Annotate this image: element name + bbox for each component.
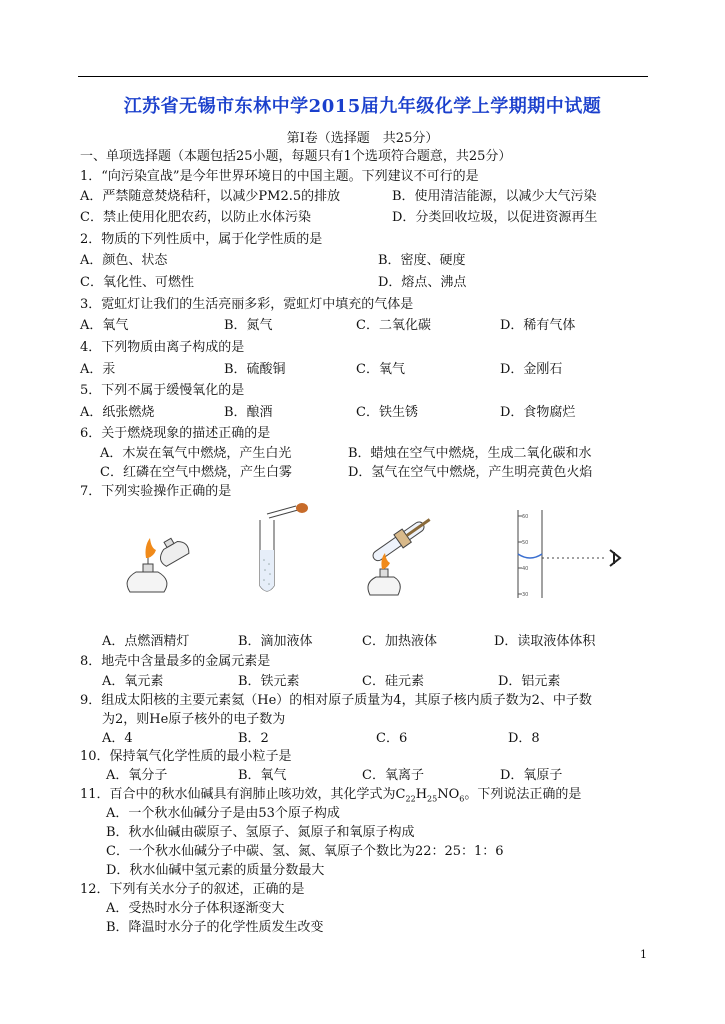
q5-stem: 5．下列不属于缓慢氧化的是 [80,383,245,398]
q6-option-b: B．蜡烛在空气中燃烧，生成二氧化碳和水 [348,446,592,461]
q2-option-a: A．颜色、状态 [80,253,168,268]
q5-option-a: A．纸张燃烧 [80,405,155,420]
q5-option-c: C．铁生锈 [356,405,418,420]
q10-option-d: D．氧原子 [500,768,563,783]
figure-c-heating [360,505,440,605]
q11-option-d: D．秋水仙碱中氢元素的质量分数最大 [106,863,325,878]
q3-option-a: A．氧气 [80,318,129,333]
cylinder-tick-label: 50 [522,540,529,546]
q2-stem: 2．物质的下列性质中，属于化学性质的是 [80,232,323,247]
q7-stem: 7．下列实验操作正确的是 [80,484,232,499]
figure-a-lamps [118,520,208,600]
q8-option-d: D．铝元素 [498,674,561,689]
page-number: 1 [640,948,647,961]
q6-option-d: D．氢气在空气中燃烧，产生明亮黄色火焰 [348,465,593,480]
q9-option-b: B．2 [238,731,269,746]
q9-option-c: C．6 [376,731,408,746]
q8-option-c: C．硅元素 [362,674,424,689]
q5-option-d: D．食物腐烂 [500,405,576,420]
q1-stem: 1．“向污染宣战”是今年世界环境日的中国主题。下列建议不可行的是 [80,169,479,184]
q7-option-b: B．滴加液体 [238,634,313,649]
q3-option-d: D．稀有气体 [500,318,576,333]
q11-option-a: A．一个秋水仙碱分子是由53个原子构成 [106,806,340,821]
q8-stem: 8．地壳中含量最多的金属元素是 [80,654,271,669]
figure-d-cylinder [510,506,630,602]
cylinder-tick-label: 40 [522,566,529,572]
flame-icon [146,538,157,558]
q10-option-a: A．氧分子 [106,768,168,783]
q12-stem: 12．下列有关水分子的叙述，正确的是 [80,882,305,897]
q1-option-c: C．禁止使用化肥农药，以防止水体污染 [80,210,311,225]
volume-header: 第Ⅰ卷（选择题 共25分） [286,131,439,146]
q11-option-b: B．秋水仙碱由碳原子、氢原子、氮原子和氧原子构成 [106,825,415,840]
q6-option-a: A．木炭在氧气中燃烧，产生白光 [100,446,292,461]
q5-option-b: B．酿酒 [224,405,273,420]
q12-option-b: B．降温时水分子的化学性质发生改变 [106,920,324,935]
q7-option-c: C．加热液体 [362,634,437,649]
q9-option-a: A．4 [102,731,133,746]
q3-option-b: B．氮气 [224,318,273,333]
q1-option-a: A．严禁随意焚烧秸秆，以减少PM2.5的排放 [80,189,341,204]
q2-option-b: B．密度、硬度 [378,253,466,268]
q3-stem: 3．霓虹灯让我们的生活亮丽多彩，霓虹灯中填充的气体是 [80,297,414,312]
q2-option-c: C．氧化性、可燃性 [80,275,194,290]
q1-option-b: B．使用清洁能源，以减少大气污染 [392,189,597,204]
q3-option-c: C．二氧化碳 [356,318,431,333]
cylinder-tick-label: 60 [522,514,529,520]
q11-option-c: C．一个秋水仙碱分子中碳、氢、氮、氧原子个数比为22：25：1：6 [106,844,504,859]
cylinder-tick-label: 30 [522,592,529,598]
q4-option-d: D．金刚石 [500,362,563,377]
q10-stem: 10．保持氧气化学性质的最小粒子是 [80,749,292,764]
figure-b-dropper [252,500,312,600]
q1-option-d: D．分类回收垃圾，以促进资源再生 [392,210,598,225]
q10-option-c: C．氧离子 [362,768,424,783]
q4-option-a: A．汞 [80,362,116,377]
header-rule [78,76,648,77]
q10-option-b: B．氧气 [238,768,287,783]
q8-option-b: B．铁元素 [238,674,300,689]
q11-stem: 11．百合中的秋水仙碱具有润肺止咳功效，其化学式为$C_{22}H_{25}NO_6$。下列说法正确的是 [80,787,582,804]
q9-stem-line2: 为2，则He原子核外的电子数为 [102,712,286,727]
q12-option-a: A．受热时水分子体积逐渐变大 [106,901,285,916]
q4-option-c: C．氧气 [356,362,405,377]
q8-option-a: A．氧元素 [102,674,164,689]
q9-stem-line1: 9．组成太阳核的主要元素氦（He）的相对原子质量为4，其原子核内质子数为2、中子数 [80,693,592,708]
q4-option-b: B．硫酸铜 [224,362,286,377]
page-title: 江苏省无锡市东林中学2015届九年级化学上学期期中试题 [123,96,602,117]
q9-option-d: D．8 [508,731,540,746]
section-header: 一、单项选择题（本题包括25小题，每题只有1个选项符合题意，共25分） [80,149,512,164]
q7-option-a: A．点燃酒精灯 [102,634,190,649]
q4-stem: 4．下列物质由离子构成的是 [80,340,245,355]
q6-option-c: C．红磷在空气中燃烧，产生白雾 [100,465,292,480]
q6-stem: 6．关于燃烧现象的描述正确的是 [80,426,271,441]
q2-option-d: D．熔点、沸点 [378,275,467,290]
q7-option-d: D．读取液体体积 [494,634,596,649]
